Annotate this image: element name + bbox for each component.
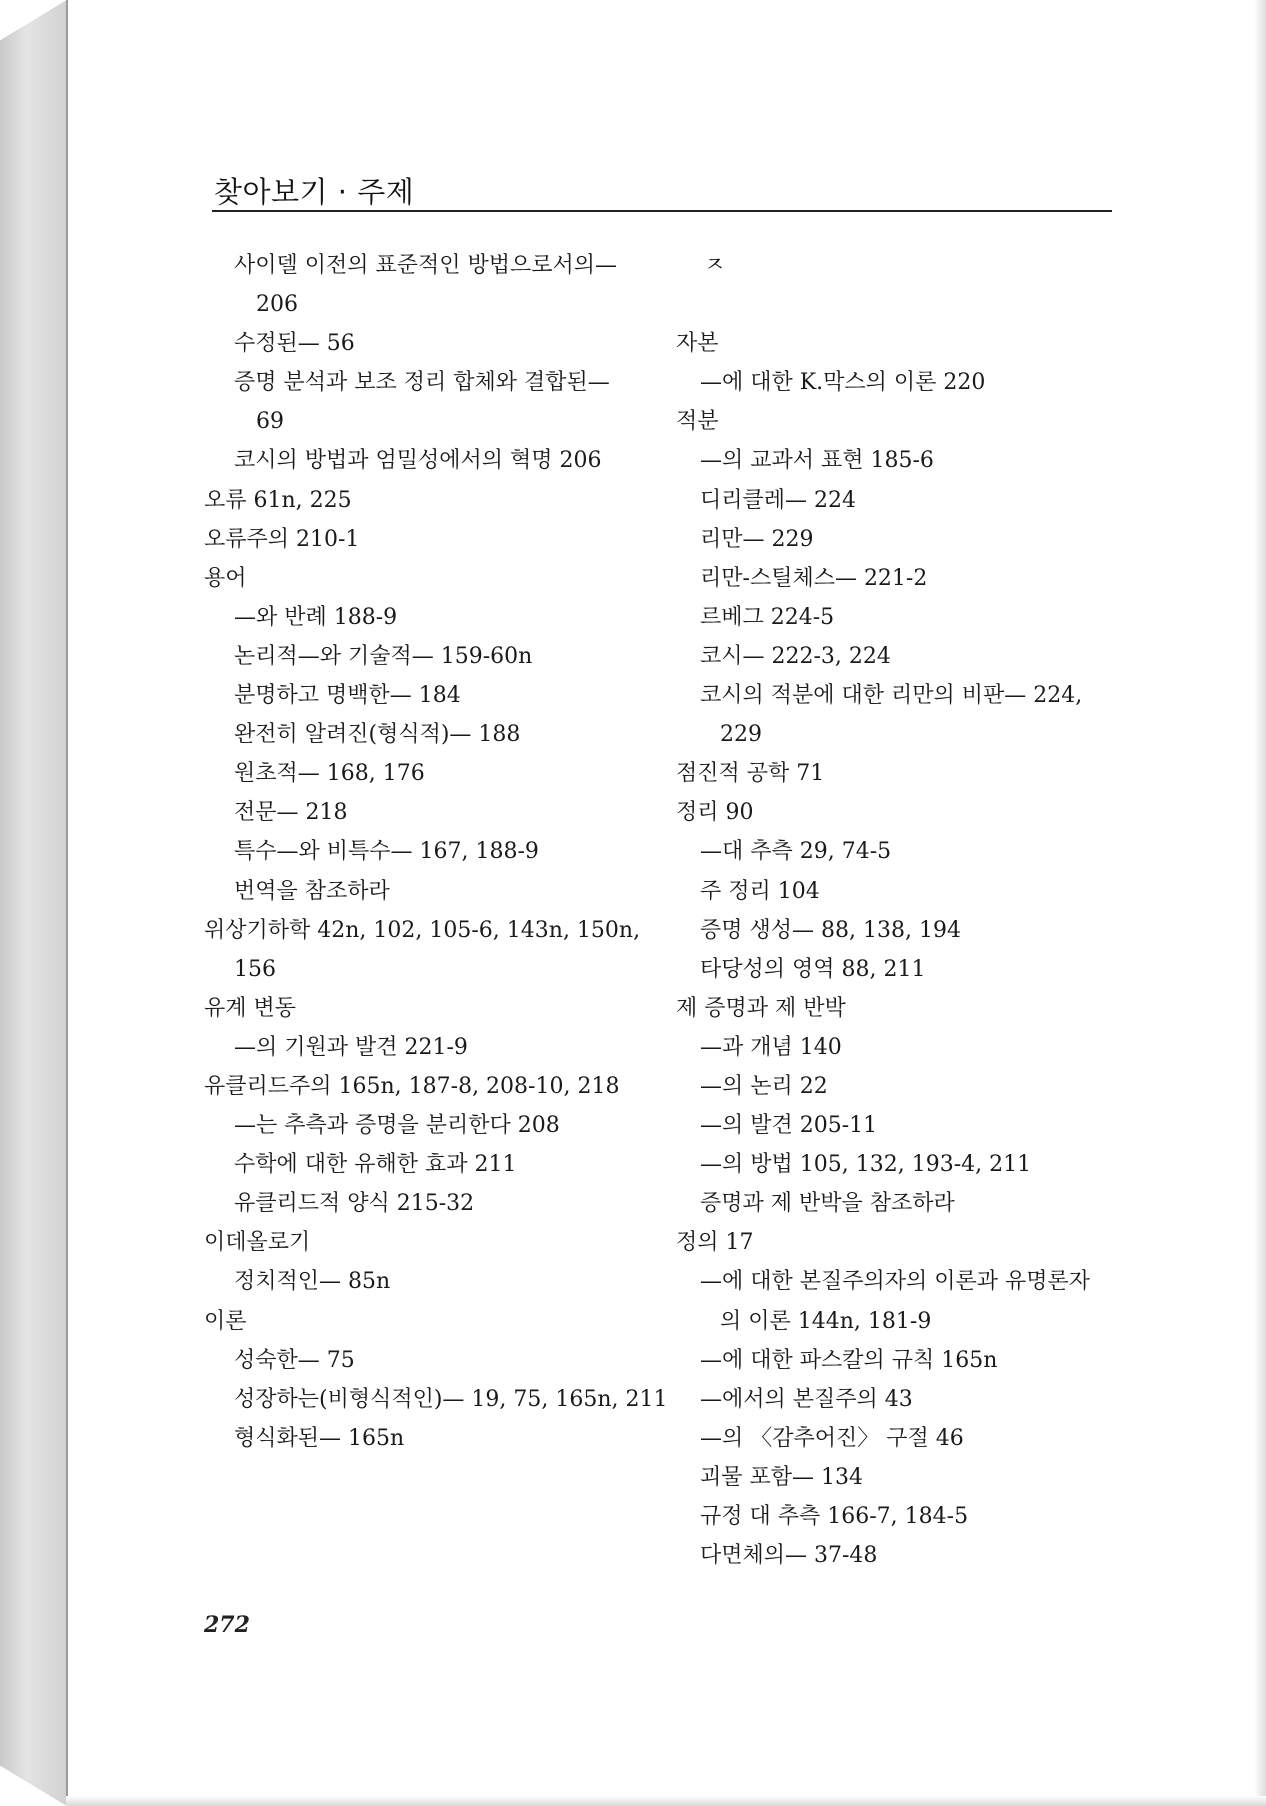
index-entry: 번역을 참조하라 [234,878,390,904]
index-entry [676,285,1126,324]
index-entry: 오류주의 210-1 [204,526,360,552]
index-entry: —에서의 본질주의 43 [700,1386,913,1412]
index-entry: 성장하는(비형식적인)— 19, 75, 165n, 211 [234,1386,668,1412]
index-entry: 증명과 제 반박을 참조하라 [700,1191,955,1217]
index-entry: —의 논리 22 [700,1073,828,1099]
index-entry: —의 발견 205-11 [700,1113,878,1139]
index-entry: 적분 [676,409,719,435]
index-entry: 제 증명과 제 반박 [676,995,846,1021]
book-edge [0,0,66,1806]
index-entry: —대 추측 29, 74-5 [700,839,892,865]
book-edge-top [0,0,66,40]
running-head: 찾아보기 · 주제 [214,175,415,209]
index-entry: 수정된— 56 [234,331,355,357]
index-entry: 유클리드주의 165n, 187-8, 208-10, 218 [204,1073,620,1099]
index-entry: 주 정리 104 [700,878,820,904]
index-entry: 오류 61n, 225 [204,487,352,513]
index-entry: 코시의 적분에 대한 리만의 비판— 224, [700,683,1083,709]
index-entry: —에 대한 K.막스의 이론 220 [700,370,986,396]
index-entry: 형식화된— 165n [234,1425,405,1451]
index-column-left [204,246,668,1458]
index-column-right [676,246,1126,1575]
index-entry: 유클리드적 양식 215-32 [234,1191,475,1217]
index-entry: 타당성의 영역 88, 211 [700,956,926,982]
index-entry: 규정 대 추측 166-7, 184-5 [700,1504,969,1529]
index-entry: 전문— 218 [234,800,348,826]
index-entry: —에 대한 본질주의자의 이론과 유명론자 [700,1269,1091,1295]
index-entry: —의 〈감추어진〉 구절 46 [700,1425,964,1451]
index-entry: 논리적—와 기술적— 159-60n [234,643,533,669]
index-entry: 용어 [204,565,247,591]
page-number: 272 [204,1612,250,1638]
index-entry: —의 방법 105, 132, 193-4, 211 [700,1152,1032,1178]
index-entry: 156 [234,956,276,982]
index-entry: 특수—와 비특수— 167, 188-9 [234,839,539,865]
index-entry: 의 이론 144n, 181-9 [720,1308,932,1334]
index-entry: 리만-스틸체스— 221-2 [700,565,928,591]
index-entry: 정의 17 [676,1230,754,1256]
index-entry: 르베그 224-5 [700,604,835,630]
page-shadow [1254,0,1266,1806]
index-entry: 성숙한— 75 [234,1347,355,1373]
index-entry: 코시— 222-3, 224 [700,643,891,669]
index-entry: 정리 90 [676,800,754,826]
page-shadow-bottom [66,1796,1266,1806]
index-entry: 유계 변동 [204,995,297,1021]
index-entry: —의 기원과 발견 221-9 [234,1034,468,1060]
index-entry: 리만— 229 [700,526,814,552]
index-entry: 정치적인— 85n [234,1269,391,1295]
index-entry: 이데올로기 [204,1230,311,1256]
index-entry: 괴물 포함— 134 [700,1464,863,1490]
index-entry: 분명하고 명백한— 184 [234,683,461,709]
index-entry: 디리클레— 224 [700,487,856,513]
index-entry: 자본 [676,331,719,357]
index-entry: —의 교과서 표현 185-6 [700,448,934,474]
index-entry: 증명 생성— 88, 138, 194 [700,917,961,943]
index-entry: 위상기하학 42n, 102, 105-6, 143n, 150n, [204,917,641,943]
index-entry: 다면체의— 37-48 [700,1543,878,1569]
index-entry: 229 [720,722,762,748]
index-entry: 69 [256,409,284,435]
index-entry: —와 반례 188-9 [234,604,398,630]
index-entry: 완전히 알려진(형식적)— 188 [234,722,521,748]
index-entry: 206 [256,292,298,318]
index-entry: 증명 분석과 보조 정리 합체와 결합된— [234,370,610,396]
index-entry: 이론 [204,1308,247,1334]
index-entry: 사이델 이전의 표준적인 방법으로서의— [234,253,618,278]
index-entry: —는 추측과 증명을 분리한다 208 [234,1113,560,1139]
section-letter: ㅈ [704,253,726,278]
index-entry: 코시의 방법과 엄밀성에서의 혁명 206 [234,448,602,474]
header-rule [212,210,1112,212]
index-entry: 수학에 대한 유해한 효과 211 [234,1152,517,1178]
book-edge-bottom [0,1766,66,1806]
index-entry: 점진적 공학 71 [676,761,825,787]
index-entry: —에 대한 파스칼의 규칙 165n [700,1347,998,1373]
index-entry: —과 개념 140 [700,1034,842,1060]
index-entry: 원초적— 168, 176 [234,761,425,787]
